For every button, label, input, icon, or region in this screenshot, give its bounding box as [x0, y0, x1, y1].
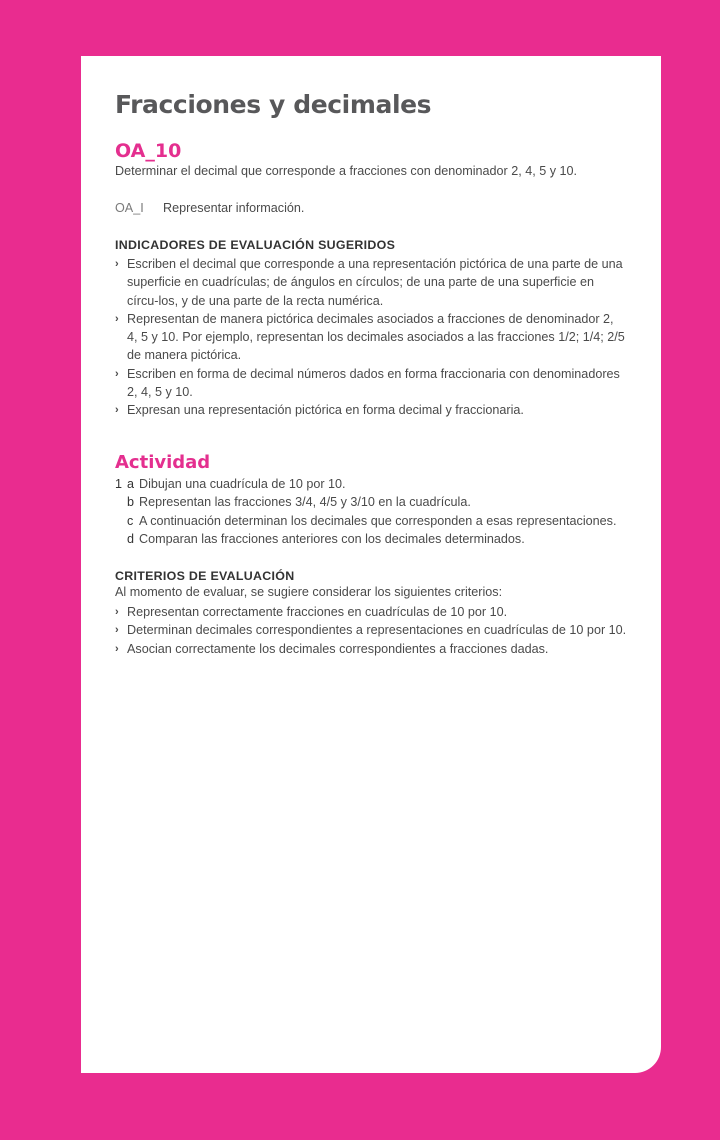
- chevron-right-icon: ›: [115, 312, 119, 325]
- step-text: Dibujan una cuadrícula de 10 por 10.: [139, 477, 346, 491]
- chevron-right-icon: ›: [115, 624, 119, 637]
- skill-description: Representar información.: [163, 201, 305, 215]
- skill-code: OA_I: [115, 201, 144, 215]
- indicators-heading: INDICADORES DE EVALUACIÓN SUGERIDOS: [115, 238, 396, 252]
- chevron-right-icon: ›: [115, 606, 119, 618]
- list-item: [115, 401, 627, 419]
- criteria-heading: CRITERIOS DE EVALUACIÓN: [115, 569, 295, 583]
- indicators-list: [115, 255, 627, 420]
- list-item: [115, 603, 627, 621]
- step-letter: c: [127, 513, 134, 528]
- list-item: [115, 621, 627, 639]
- chevron-right-icon: ›: [115, 404, 119, 417]
- document-page: [81, 56, 661, 1073]
- activity-step: [115, 493, 616, 511]
- list-item: [115, 365, 627, 402]
- chevron-right-icon: ›: [115, 642, 119, 655]
- step-letter: b: [127, 495, 135, 510]
- step-letter: a: [127, 477, 135, 491]
- list-item: [115, 310, 627, 365]
- chevron-right-icon: ›: [115, 258, 119, 270]
- activity-step: [115, 475, 616, 493]
- activity-title: Actividad: [115, 452, 211, 473]
- list-item: [115, 255, 627, 310]
- indicator-text: Expresan una representación pictórica en forma decimal y fraccionaria.: [127, 403, 524, 418]
- step-letter: d: [127, 531, 135, 546]
- criteria-text: Representan correctamente fracciones en cuadrículas de 10 por 10.: [127, 605, 508, 619]
- skill-row: [115, 201, 304, 215]
- criteria-text: Determinan decimales correspondientes a representaciones en cuadrículas de 10 por 10.: [127, 623, 627, 638]
- indicator-text: Escriben el decimal que corresponde a una representación pictórica de una parte de una superficie en cuadrículas; de ángulos en círculos; de una parte de una superficie en círcu-los, y de una parte de la recta numérica.: [127, 257, 623, 308]
- activity-step: [115, 530, 616, 548]
- activity-step: [115, 512, 616, 530]
- activity-steps: [115, 475, 616, 548]
- criteria-intro: Al momento de evaluar, se sugiere considerar los siguientes criterios:: [115, 585, 503, 599]
- activity-number: 1: [115, 477, 123, 491]
- objective-code: OA_10: [115, 140, 182, 162]
- step-text: Representan las fracciones 3/4, 4/5 y 3/10 en la cuadrícula.: [139, 495, 471, 510]
- indicator-text: Escriben en forma de decimal números dados en forma fraccionaria con denominadores 2, 4, 5 y 10.: [127, 366, 620, 400]
- indicator-text: Representan de manera pictórica decimales asociados a fracciones de denominador 2, 4, 5 y 10. Por ejemplo, representan los decimales asociados a las fracciones 1/2; 1/4; 2/5 de manera pictórica.: [127, 311, 625, 363]
- list-item: [115, 640, 627, 658]
- step-text: A continuación determinan los decimales que corresponden a esas representaciones.: [139, 513, 617, 528]
- step-text: Comparan las fracciones anteriores con los decimales determinados.: [139, 531, 525, 546]
- criteria-text: Asocian correctamente los decimales correspondientes a fracciones dadas.: [127, 641, 549, 656]
- page-title: Fracciones y decimales: [115, 90, 432, 119]
- criteria-list: [115, 603, 627, 658]
- objective-description: Determinar el decimal que corresponde a fracciones con denominador 2, 4, 5 y 10.: [115, 164, 578, 178]
- chevron-right-icon: ›: [115, 367, 119, 380]
